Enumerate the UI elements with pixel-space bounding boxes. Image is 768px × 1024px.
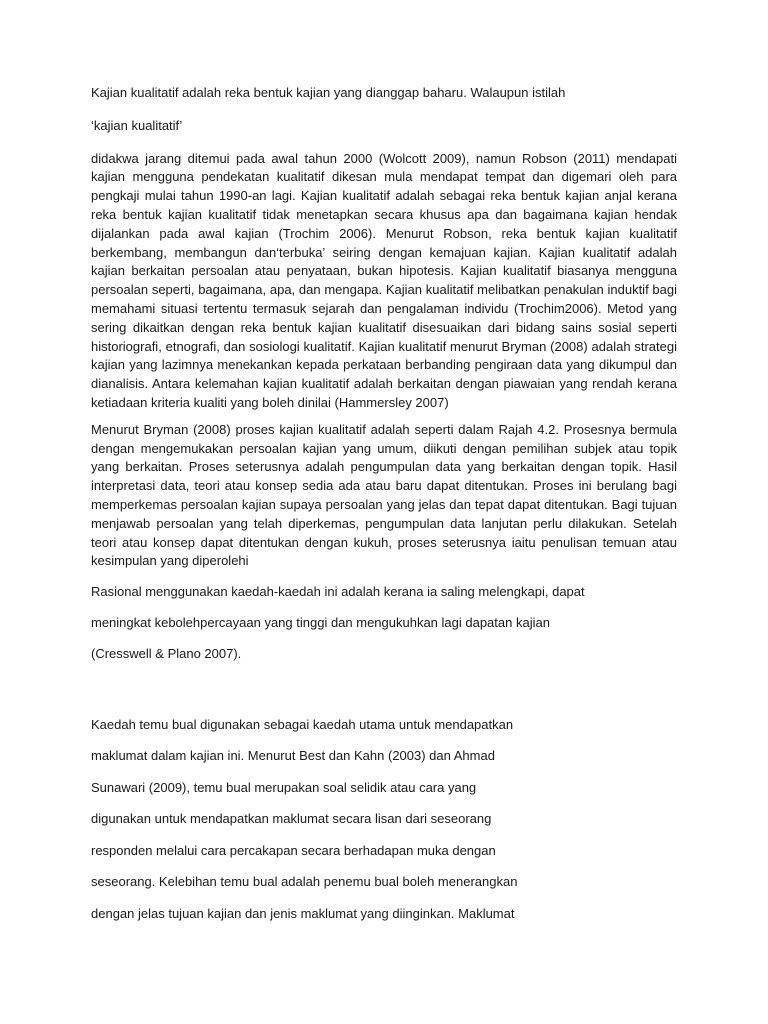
document-page xyxy=(91,84,677,937)
text-line: Kaedah temu bual digunakan sebagai kaedah utama untuk mendapatkan xyxy=(91,716,514,732)
text-line: (Cresswell & Plano 2007). xyxy=(91,645,242,661)
paragraph-interview-method xyxy=(91,716,677,924)
text-line: responden melalui cara percakapan secara berhadapan muka dengan xyxy=(91,842,496,858)
text-line: meningkat kebolehpercayaan yang tinggi dan mengukuhkan lagi dapatan kajian xyxy=(91,614,550,630)
paragraph-intro: Kajian kualitatif adalah reka bentuk kajian yang dianggap baharu. Walaupun istilah xyxy=(91,85,566,100)
paragraph-rationale xyxy=(91,583,677,663)
text-line: seseorang. Kelebihan temu bual adalah penemu bual boleh menerangkan xyxy=(91,874,518,890)
text-line: maklumat dalam kajian ini. Menurut Best dan Kahn (2003) dan Ahmad xyxy=(91,748,495,764)
paragraph-term: ‘kajian kualitatif’ xyxy=(91,117,183,133)
paragraph-bryman-process: Menurut Bryman (2008) proses kajian kualitatif adalah seperti dalam Rajah 4.2. Prosesnya bermula dengan mengemukakan persoalan kajian yang umum, diikuti dengan pemilihan subjek atau topik yang berkaitan. Proses seterusnya adalah pengumpulan data yang berkaitan dengan topik. Hasil interpretasi data, teori atau konsep sedia ada atau baru dapat ditentukan. Proses ini berulang bagi memperkemas persoalan kajian supaya persoalan yang jelas dan tepat dapat ditentukan. Bagi tujuan menjawab persoalan yang telah diperkemas, pengumpulan data lanjutan perlu dilakukan. Setelah teori atau konsep dapat ditentukan dengan kukuh, proses seterusnya iaitu penulisan temuan atau kesimpulan yang diperolehi xyxy=(91,421,677,569)
text-line: Sunawari (2009), temu bual merupakan soal selidik atau cara yang xyxy=(91,779,477,795)
text-line: Rasional menggunakan kaedah-kaedah ini adalah kerana ia saling melengkapi, dapat xyxy=(91,584,585,600)
text-line: digunakan untuk mendapatkan maklumat secara lisan dari seseorang xyxy=(91,811,492,827)
paragraph-qualitative-research: didakwa jarang ditemui pada awal tahun 2000 (Wolcott 2009), namun Robson (2011) mendapati kajian mengguna pendekatan kualitatif dikesan mula mendapat tempat dan digemari oleh para pengkaji mulai tahun 1990-an lagi. Kajian kualitatif adalah sebagai reka bentuk kajian anjal kerana reka bentuk kajian kualitatif tidak menetapkan secara khusus apa dan bagaimana kajian hendak dijalankan pada awal kajian (Trochim 2006). Menurut Robson, reka bentuk kajian kualitatif berkembang, membangun dan‘terbuka’ seiring dengan kemajuan kajian. Kajian kualitatif adalah kajian berkaitan persoalan atau penyataan, bukan hipotesis. Kajian kualitatif biasanya mengguna persoalan seperti, bagaimana, apa, dan mengapa. Kajian kualitatif melibatkan penakulan induktif bagi memahami situasi tertentu termasuk sejarah dan pengalaman individu (Trochim2006). Metod yang sering dikaitkan dengan reka bentuk kajian kualitatif disesuaikan dari bidang sains sosial seperti historiografi, etnografi, dan sosiologi kualitatif. Kajian kualitatif menurut Bryman (2008) adalah strategi kajian yang lazimnya menekankan kepada perkataan berbanding pengiraan data yang dikumpul dan dianalisis. Antara kelemahan kajian kualitatif adalah berkaitan dengan piawaian yang rendah kerana ketiadaan kriteria kualiti yang boleh dinilai (Hammersley 2007) xyxy=(91,150,677,410)
text-line: dengan jelas tujuan kajian dan jenis maklumat yang diinginkan. Maklumat xyxy=(91,906,515,922)
